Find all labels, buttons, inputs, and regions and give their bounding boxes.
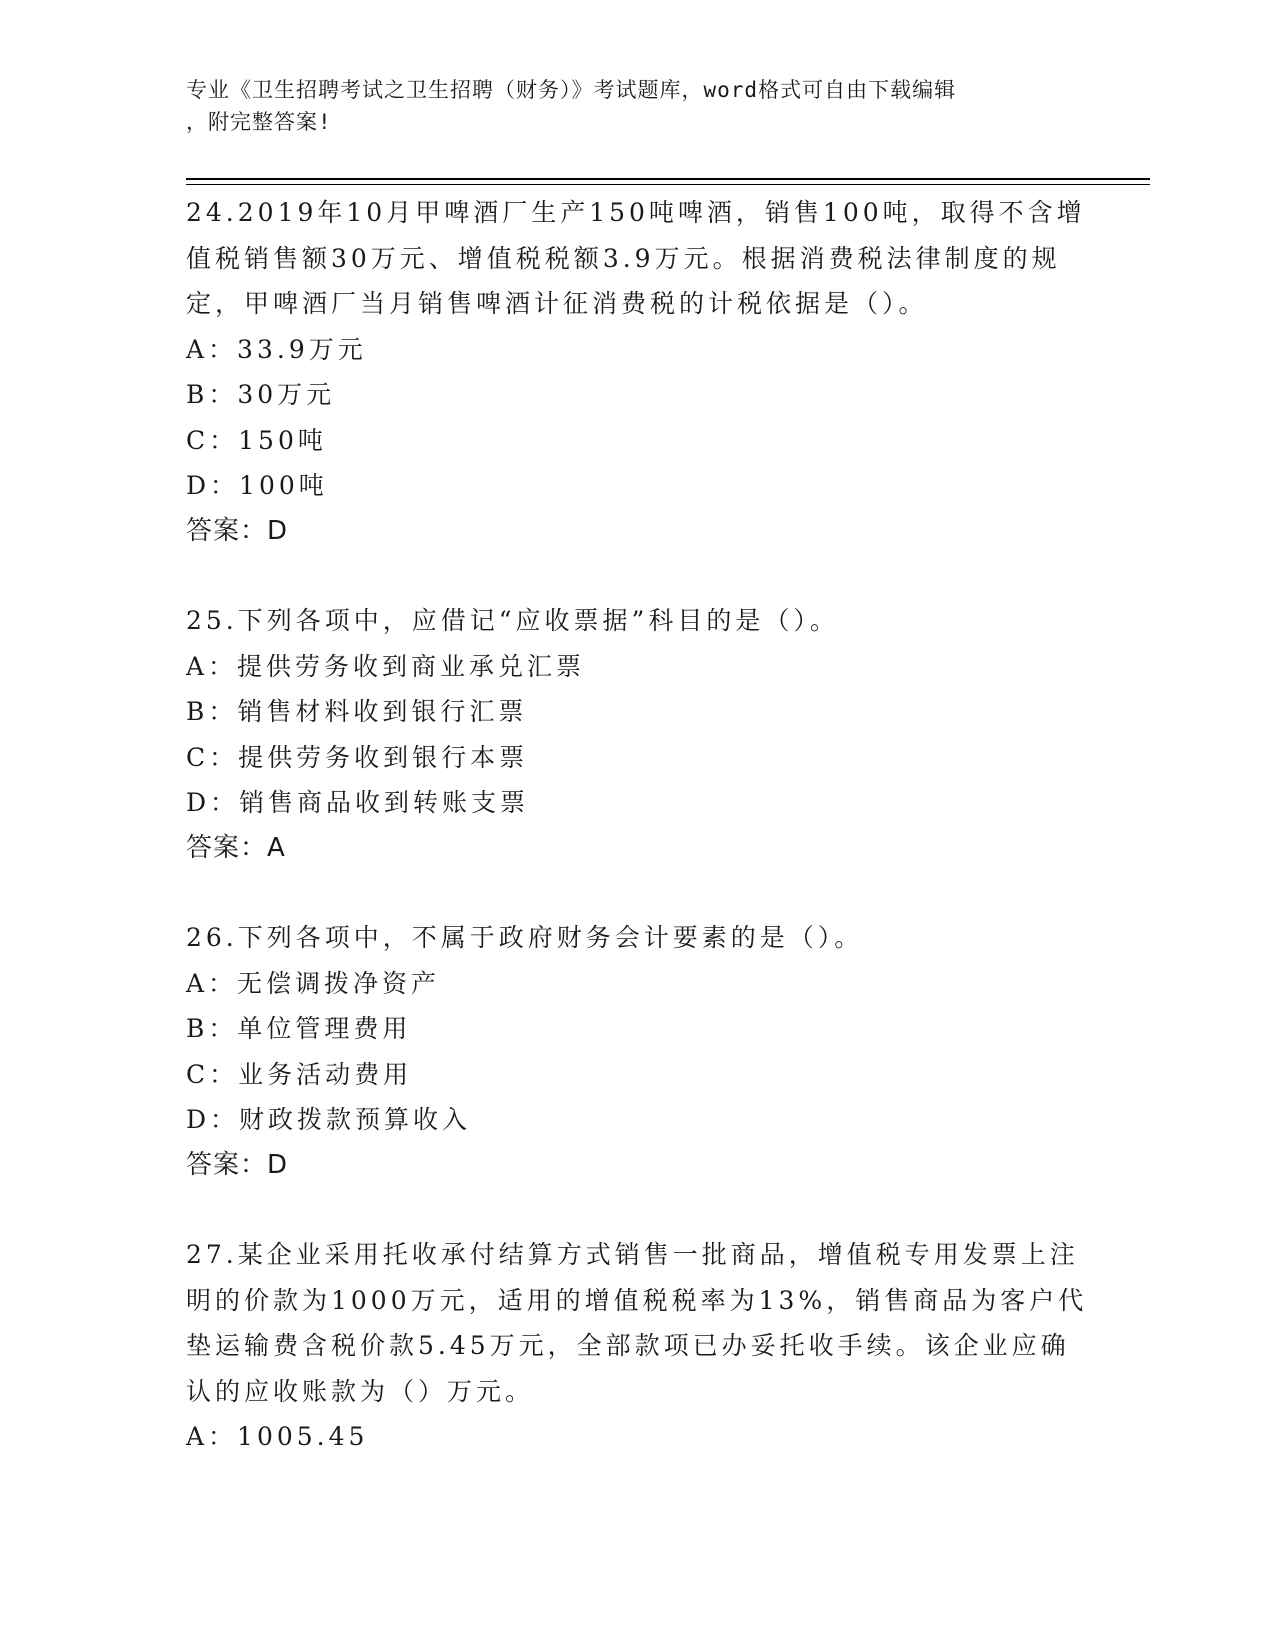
answer-label: 答案：D xyxy=(186,1149,289,1180)
document-header xyxy=(186,74,1066,138)
answer-label: 答案：A xyxy=(186,832,286,863)
question-stem-line: 26.下列各项中，不属于政府财务会计要素的是（）。 xyxy=(186,923,864,952)
option-d: D：100吨 xyxy=(186,471,328,500)
question-stem-line: 27.某企业采用托收承付结算方式销售一批商品，增值税专用发票上注 xyxy=(186,1240,1079,1269)
question-26 xyxy=(186,915,1086,1188)
question-25 xyxy=(186,598,1086,871)
question-24 xyxy=(186,190,1086,554)
question-stem-line: 24.2019年10月甲啤酒厂生产150吨啤酒，销售100吨，取得不含增 xyxy=(186,198,1086,227)
answer-label: 答案：D xyxy=(186,515,289,546)
question-stem-line: 值税销售额30万元、增值税税额3.9万元。根据消费税法律制度的规 xyxy=(186,243,1061,273)
option-a: A：无偿调拨净资产 xyxy=(186,968,441,998)
question-stem-line: 垫运输费含税价款5.45万元，全部款项已办妥托收手续。该企业应确 xyxy=(186,1331,1070,1360)
question-stem-line: 明的价款为1000万元，适用的增值税税率为13%，销售商品为客户代 xyxy=(186,1285,1088,1315)
question-stem-line: 定，甲啤酒厂当月销售啤酒计征消费税的计税依据是（）。 xyxy=(186,289,928,318)
option-a: A：33.9万元 xyxy=(186,334,367,364)
header-line-2: ，附完整答案! xyxy=(186,110,332,134)
header-line-1: 专业《卫生招聘考试之卫生招聘（财务）》考试题库，word格式可自由下载编辑 xyxy=(186,78,957,102)
question-list xyxy=(186,190,1086,1504)
option-a: A：提供劳务收到商业承兑汇票 xyxy=(186,651,586,681)
option-c: C：150吨 xyxy=(186,425,327,455)
option-c: C：业务活动费用 xyxy=(186,1059,413,1089)
option-d: D：财政拨款预算收入 xyxy=(186,1105,472,1134)
option-b: B：单位管理费用 xyxy=(186,1014,412,1043)
option-c: C：提供劳务收到银行本票 xyxy=(186,742,529,772)
question-stem-line: 认的应收账款为（）万元。 xyxy=(186,1376,535,1406)
option-b: B：30万元 xyxy=(186,380,336,409)
question-27 xyxy=(186,1232,1086,1460)
header-divider-thin xyxy=(186,184,1150,185)
option-d: D：销售商品收到转账支票 xyxy=(186,788,530,817)
question-stem-line: 25.下列各项中，应借记“应收票据”科目的是（）。 xyxy=(186,606,839,635)
option-a: A：1005.45 xyxy=(186,1422,369,1451)
option-b: B：销售材料收到银行汇票 xyxy=(186,697,528,726)
header-divider-thick xyxy=(186,178,1150,180)
